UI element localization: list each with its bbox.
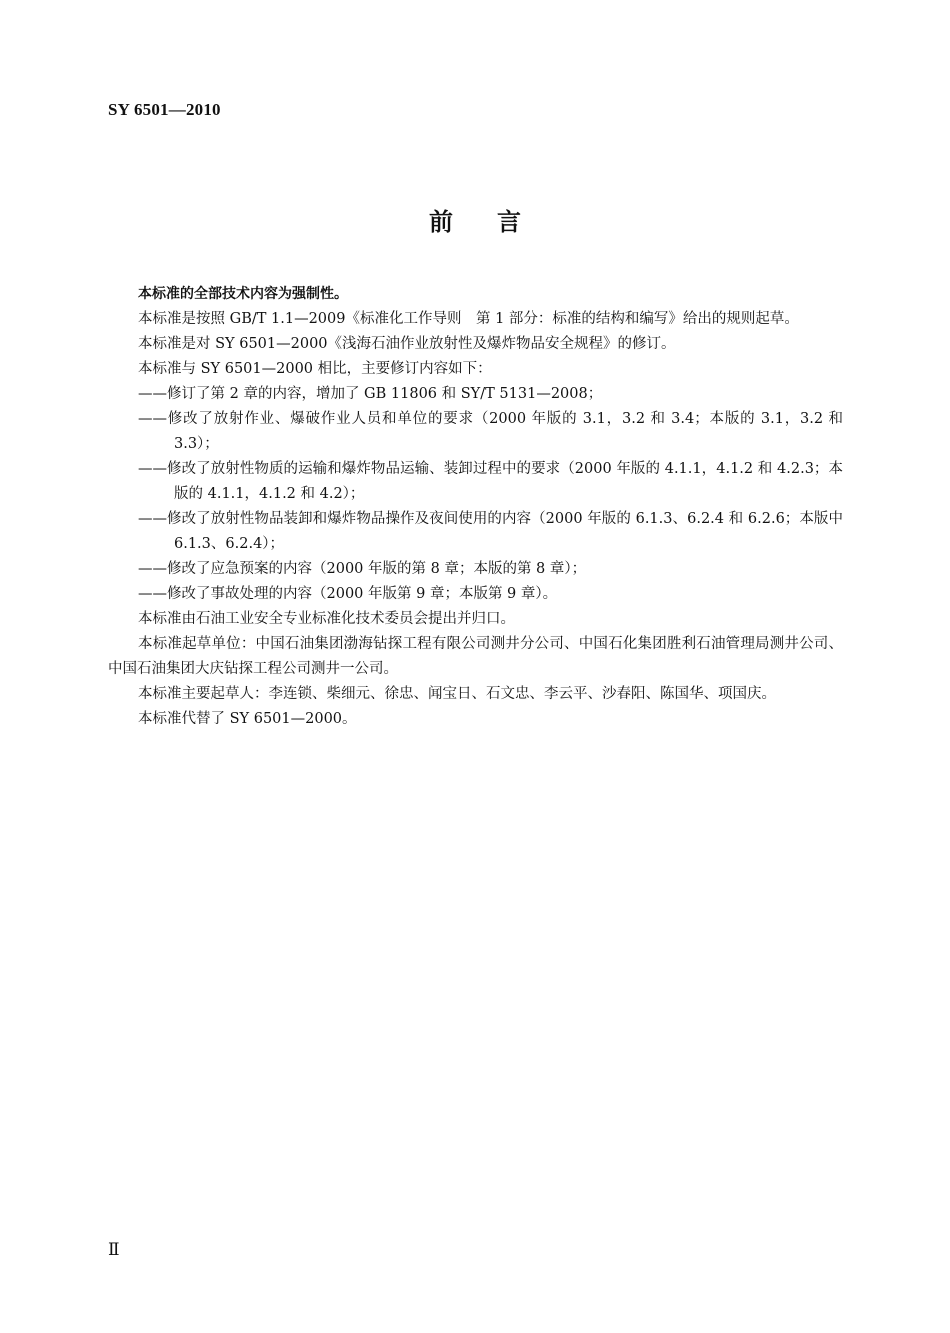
change-item: ——修改了放射性物品装卸和爆炸物品操作及夜间使用的内容（2000 年版的 6.1.3、6.2.4 和 6.2.6；本版中 6.1.3、6.2.4）； <box>138 511 843 552</box>
change-item: ——修订了第 2 章的内容，增加了 GB 11806 和 SY/T 5131—2008； <box>138 386 603 402</box>
page-number: Ⅱ <box>108 1240 120 1259</box>
drafting-rules-paragraph: 本标准是按照 GB/T 1.1—2009《标准化工作导则 第 1 部分：标准的结构和编写》给出的规则起草。 <box>138 311 799 327</box>
mandatory-statement: 本标准的全部技术内容为强制性。 <box>138 286 348 302</box>
drafters-paragraph: 本标准主要起草人：李连锁、柴细元、徐忠、闻宝日、石文忠、李云平、沙春阳、陈国华、项国庆。 <box>138 686 776 702</box>
revision-paragraph: 本标准是对 SY 6501—2000《浅海石油作业放射性及爆炸物品安全规程》的修订。 <box>138 336 676 352</box>
change-item: ——修改了事故处理的内容（2000 年版第 9 章；本版第 9 章）。 <box>138 586 558 602</box>
change-item: ——修改了放射性物质的运输和爆炸物品运输、装卸过程中的要求（2000 年版的 4.1.1，4.1.2 和 4.2.3；本版的 4.1.1，4.1.2 和 4.2）； <box>138 461 843 502</box>
changes-intro-paragraph: 本标准与 SY 6501—2000 相比，主要修订内容如下： <box>138 361 492 377</box>
standard-code-header: SY 6501—2010 <box>108 100 221 119</box>
change-item: ——修改了应急预案的内容（2000 年版的第 8 章；本版的第 8 章）； <box>138 561 587 577</box>
replacement-paragraph: 本标准代替了 SY 6501—2000。 <box>138 711 357 727</box>
foreword-body <box>108 282 843 732</box>
proposer-paragraph: 本标准由石油工业安全专业标准化技术委员会提出并归口。 <box>138 611 515 627</box>
page-title: 前言 <box>429 208 565 236</box>
change-item: ——修改了放射作业、爆破作业人员和单位的要求（2000 年版的 3.1，3.2 和 3.4；本版的 3.1，3.2 和 3.3）； <box>138 411 843 452</box>
drafting-units-paragraph: 本标准起草单位：中国石油集团渤海钻探工程有限公司测井分公司、中国石化集团胜利石油管理局测井公司、中国石油集团大庆钻探工程公司测井一公司。 <box>108 636 843 677</box>
